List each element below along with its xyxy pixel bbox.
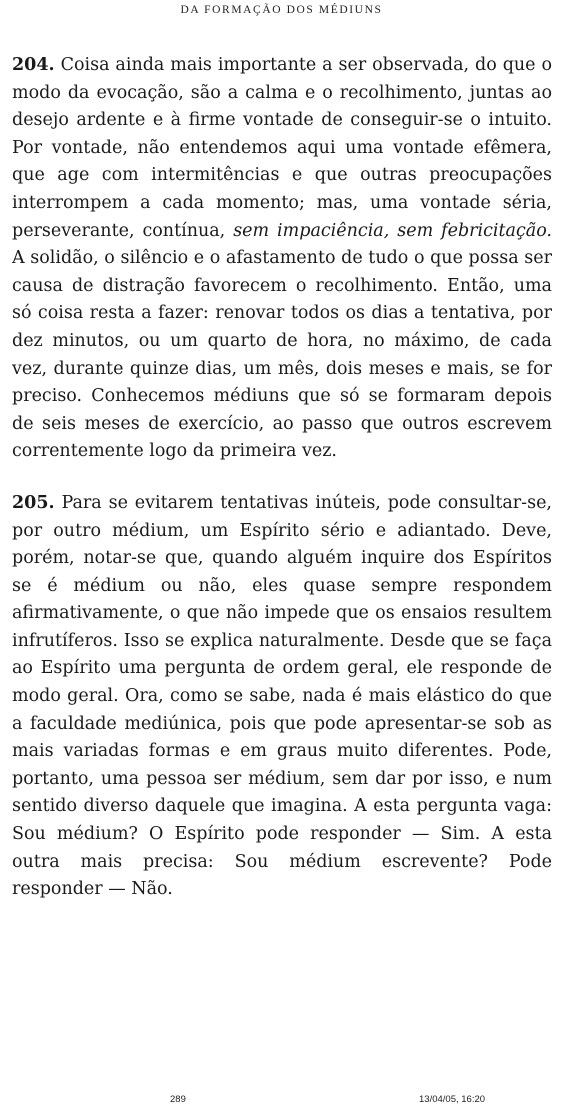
paragraph-text: Coisa ainda mais importante a ser observada, do que o modo da evocação, são a calma e o recolhimento, juntas ao desejo ardente e à firme vontade de conseguir-se o intuito. Por vontade, não entendemos aqui uma vontade efêmera, que age com intermitências e que outras preocupações interrompem a cada momento; mas, uma vontade séria, perseverante, contínua, [12, 55, 552, 241]
page-number: 289 [170, 1094, 186, 1105]
paragraph-205 [12, 490, 552, 904]
page-body [12, 52, 552, 904]
print-timestamp: 13/04/05, 16:20 [419, 1094, 486, 1105]
running-head: DA FORMAÇÃO DOS MÉDIUNS [180, 4, 383, 16]
paragraph-italic-text: sem impaciência, sem febricitação. [233, 220, 552, 241]
paragraph-text: A solidão, o silêncio e o afastamento de tudo o que possa ser causa de distração favorecem o recolhimento. Então, uma só coisa resta a fazer: renovar todos os dias a tentativa, por dez minutos, ou um quarto de hora, no máximo, de cada vez, durante quinze dias, um mês, dois meses e mais, se for preciso. Conhecemos médiuns que só se formaram depois de seis meses de exercício, ao passo que outros escrevem correntemente logo da primeira vez. [12, 248, 552, 462]
paragraph-204 [12, 52, 552, 466]
paragraph-text: Para se evitarem tentativas inúteis, pode consultar-se, por outro médium, um Espírito sério e adiantado. Deve, porém, notar-se que, quando alguém inquire dos Espíritos se é médium ou não, eles quase sempre respondem afirmativamente, o que não impede que os ensaios resultem infrutíferos. Isso se explica naturalmente. Desde que se faça ao Espírito uma pergunta de ordem geral, ele responde de modo geral. Ora, como se sabe, nada é mais elástico do que a faculdade mediúnica, pois que pode apresentar-se sob as mais variadas formas e em graus muito diferentes. Pode, portanto, uma pessoa ser médium, sem dar por isso, e num sentido diverso daquele que imagina. A esta pergunta vaga: Sou médium? O Espírito pode responder — Sim. A esta outra mais precisa: Sou médium escrevente? Pode responder — Não. [12, 492, 552, 900]
page-footer [0, 1094, 563, 1110]
paragraph-number: 204. [12, 55, 55, 75]
paragraph-number: 205. [12, 492, 55, 513]
